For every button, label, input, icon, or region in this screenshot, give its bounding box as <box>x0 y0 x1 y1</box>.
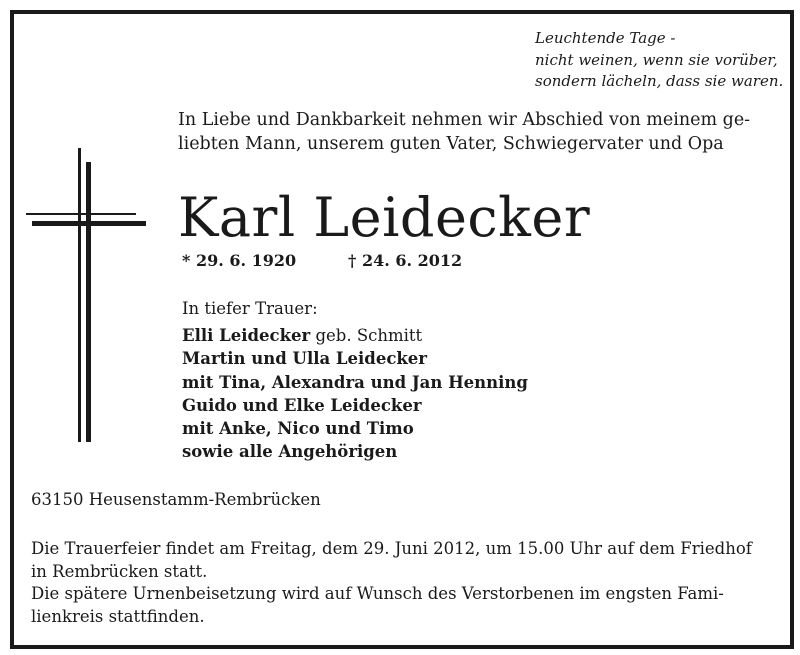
motto-line: Leuchtende Tage - <box>535 29 676 47</box>
mourner-row <box>182 371 528 394</box>
cross-vertical-bar-thick <box>86 162 91 442</box>
mourner-name: mit Anke, Nico und Timo <box>182 419 414 439</box>
mourner-name: Guido und Elke Leidecker <box>182 395 422 415</box>
funeral-line: Die Trauerfeier findet am Freitag, dem 29. Juni 2012, um 15.00 Uhr auf dem Friedhof <box>31 539 752 558</box>
mourner-row <box>182 347 528 370</box>
mourner-name: Martin und Ulla Leidecker <box>182 349 427 369</box>
mourner-name: Elli Leidecker <box>182 326 311 345</box>
funeral-line: in Rembrücken statt. <box>31 561 208 581</box>
cross-vertical-bar-thin <box>78 148 81 442</box>
mourner-note: geb. Schmitt <box>310 326 423 345</box>
funeral-details <box>31 538 781 628</box>
mourner-name: mit Tina, Alexandra und Jan Henning <box>182 372 528 392</box>
deceased-name: Karl Leidecker <box>178 186 591 249</box>
funeral-line: Die spätere Urnenbeisetzung wird auf Wunsch des Verstorbenen im engsten Fami- <box>31 584 724 603</box>
birth-date: * 29. 6. 1920 <box>182 251 297 270</box>
obituary-notice <box>10 10 794 649</box>
death-date: † 24. 6. 2012 <box>348 251 463 270</box>
mourner-row <box>182 324 528 347</box>
farewell-intro <box>178 108 778 156</box>
motto-verse <box>535 28 785 93</box>
cross-horizontal-bar-thick <box>32 221 146 226</box>
residence-location: 63150 Heusenstamm-Rembrücken <box>31 490 321 509</box>
intro-line: In Liebe und Dankbarkeit nehmen wir Abschied von meinem ge- <box>178 110 751 130</box>
mourners-list <box>182 324 528 464</box>
mourner-name: sowie alle Angehörigen <box>182 442 398 462</box>
motto-line: nicht weinen, wenn sie vorüber, <box>535 50 778 69</box>
mourner-row <box>182 417 528 440</box>
mourners-heading: In tiefer Trauer: <box>182 299 318 318</box>
cross-horizontal-bar-thin <box>26 213 136 215</box>
motto-line: sondern lächeln, dass sie waren. <box>535 72 784 90</box>
funeral-line: lienkreis stattfinden. <box>31 606 205 626</box>
life-dates <box>182 250 463 272</box>
cross-icon <box>26 148 146 444</box>
mourner-row <box>182 394 528 417</box>
mourner-row <box>182 440 528 463</box>
intro-line: liebten Mann, unserem guten Vater, Schwiegervater und Opa <box>178 134 724 154</box>
